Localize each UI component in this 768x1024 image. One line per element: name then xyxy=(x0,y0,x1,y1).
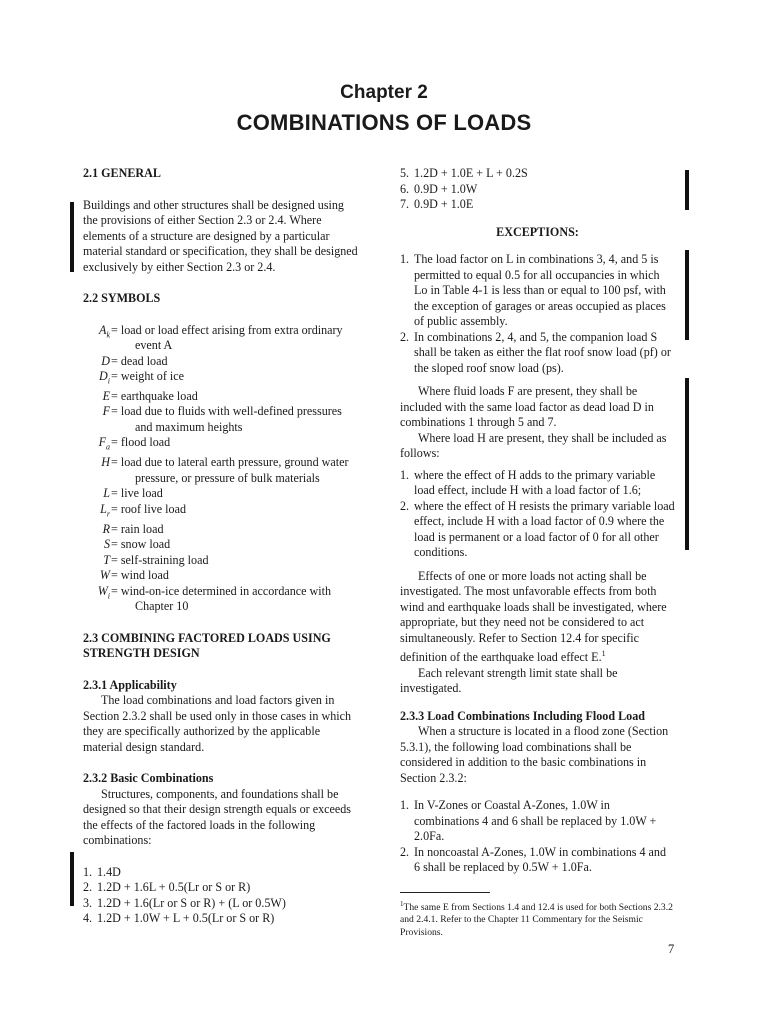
exception-item xyxy=(400,330,675,377)
symbol-def-cont: event A xyxy=(135,338,173,352)
symbol-def: = load due to fluids with well-defined pressures xyxy=(111,404,342,419)
symbol-def: = roof live load xyxy=(111,501,186,516)
combinations-list xyxy=(83,865,358,927)
symbol-row xyxy=(83,435,358,455)
combination-item xyxy=(83,911,358,927)
combination-text: 1.2D + 1.0W + L + 0.5(Lr or S or R) xyxy=(97,911,275,926)
symbol-row xyxy=(83,553,358,569)
footnote-rule xyxy=(400,892,490,893)
change-bar xyxy=(70,852,74,906)
symbol-row xyxy=(83,354,358,370)
symbol-def: = live load xyxy=(111,486,163,501)
symbol-key: $D_i$ xyxy=(99,369,110,386)
symbol-def: = earthquake load xyxy=(111,388,198,403)
subsection-heading: 2.3.1 Applicability xyxy=(83,677,177,692)
paragraph: Each relevant strength limit state shall be investigated. xyxy=(400,665,618,696)
symbols-list xyxy=(83,323,358,615)
symbol-def: = wind load xyxy=(111,568,169,583)
item-number: 6. xyxy=(400,181,410,196)
symbol-def: = rain load xyxy=(111,521,164,536)
symbol-key: L xyxy=(103,486,110,501)
symbol-row xyxy=(83,568,358,584)
exception-item xyxy=(400,252,675,330)
combination-item xyxy=(83,896,358,912)
item-number: 3. xyxy=(83,895,93,910)
list-item xyxy=(400,798,675,845)
combination-text: 1.2D + 1.6(Lr or S or R) + (L or 0.5W) xyxy=(97,895,286,910)
symbol-def: = flood load xyxy=(111,435,171,450)
symbol-def: = weight of ice xyxy=(111,369,184,383)
change-bar xyxy=(685,250,689,340)
list-text: where the effect of H resists the primary variable load effect, include H with a load factor of 0.9 where the load is permanent or a load factor of 0 for all other conditions. xyxy=(414,498,675,559)
combination-text: 0.9D + 1.0W xyxy=(414,181,478,196)
combination-item xyxy=(400,197,675,213)
symbol-key: $L_r$ xyxy=(100,501,110,519)
footnote-marker: 1 xyxy=(400,899,404,908)
combination-text: 0.9D + 1.0E xyxy=(414,197,474,211)
list-text: where the effect of H adds to the primary variable load effect, include H with a load factor of 1.6; xyxy=(414,467,656,497)
combination-item xyxy=(83,880,358,896)
paragraph: The load combinations and load factors given in Section 2.3.2 shall be used only in those cases in which they are specifically authorized by the applicable material design standard. xyxy=(83,693,352,754)
footnote-ref: 1 xyxy=(601,649,606,658)
paragraph: Where load H are present, they shall be included as follows: xyxy=(400,430,667,460)
item-number: 2. xyxy=(400,844,410,859)
item-number: 2. xyxy=(400,329,410,344)
section-heading: 2.3 COMBINING FACTORED LOADS USING STRENGTH DESIGN xyxy=(83,630,331,661)
section-heading: 2.2 SYMBOLS xyxy=(83,291,161,305)
symbol-row xyxy=(83,369,358,389)
combination-text: 1.4D xyxy=(97,864,121,879)
change-bar xyxy=(70,202,74,272)
item-number: 5. xyxy=(400,166,410,180)
right-column xyxy=(400,166,675,939)
list-item xyxy=(400,845,675,876)
combination-item xyxy=(400,166,675,182)
symbol-row xyxy=(83,486,358,502)
symbol-key: H xyxy=(101,455,110,470)
chapter-label: Chapter 2 xyxy=(340,82,428,103)
subsection-heading: 2.3.2 Basic Combinations xyxy=(83,771,214,786)
symbol-row xyxy=(83,389,358,405)
symbol-def-cont: and maximum heights xyxy=(135,419,243,434)
symbol-def: = dead load xyxy=(111,353,168,368)
list-item xyxy=(400,499,675,561)
combination-item xyxy=(400,182,675,198)
left-column xyxy=(83,166,358,927)
item-number: 1. xyxy=(400,798,410,813)
footnote-text: The same E from Sections 1.4 and 12.4 is used for both Sections 2.3.2 and 2.4.1. Refer to the Chapter 11 Commentary for the Seismic Provisions. xyxy=(400,901,673,938)
h-list xyxy=(400,468,675,561)
paragraph: Where fluid loads F are present, they shall be included with the same load factor as dead load D in combinations 1 through 5 and 7. xyxy=(400,384,654,429)
symbol-key: F xyxy=(102,404,110,419)
effects-text: Effects of one or more loads not acting shall be investigated. The most unfavorable effects from both wind and earthquake loads shall be investigated, where appropriate, but they need not be considered to act simultaneously. Refer to Section 12.4 for specific definition of the earthquake load effect E. xyxy=(400,568,667,665)
item-number: 2. xyxy=(400,498,410,513)
symbol-row xyxy=(83,584,358,615)
chapter-title: COMBINATIONS OF LOADS xyxy=(236,110,532,135)
symbol-def-cont: Chapter 10 xyxy=(135,599,189,614)
symbol-row xyxy=(83,522,358,538)
exceptions-heading: EXCEPTIONS: xyxy=(496,224,579,239)
item-number: 7. xyxy=(400,197,410,211)
symbol-def: = self-straining load xyxy=(111,552,209,567)
section-heading: 2.1 GENERAL xyxy=(83,166,161,180)
list-item xyxy=(400,468,675,499)
item-number: 4. xyxy=(83,911,93,926)
exception-text: In combinations 2, 4, and 5, the companion load S shall be taken as either the flat roof snow load (pf) or the sloped roof snow load (ps). xyxy=(414,329,671,375)
symbol-row xyxy=(83,323,358,354)
item-number: 1. xyxy=(400,467,410,482)
paragraph: When a structure is located in a flood zone (Section 5.3.1), the following load combinations shall be considered in addition to the basic combinations in Section 2.3.2: xyxy=(400,724,669,785)
symbol-key: $W_i$ xyxy=(97,583,110,601)
page-number: 7 xyxy=(668,942,675,956)
exceptions-list xyxy=(400,252,675,376)
symbol-def: = load or load effect arising from extra ordinary xyxy=(111,322,343,337)
subsection-heading: 2.3.3 Load Combinations Including Flood Load xyxy=(400,708,645,723)
paragraph: Buildings and other structures shall be designed using the provisions of either Section 2.3 or 2.4. Where elements of a structure are designed by a particular material standard or specification, they shall be designed exclusively by either Section 2.3 or 2.4. xyxy=(83,197,358,274)
symbol-key: T xyxy=(103,552,110,567)
footnote xyxy=(400,898,675,940)
symbol-row xyxy=(83,502,358,522)
flood-list xyxy=(400,798,675,876)
paragraph xyxy=(400,569,675,666)
symbol-key: E xyxy=(102,388,110,403)
item-number: 2. xyxy=(83,880,93,895)
symbol-key: S xyxy=(103,537,110,552)
combinations-list xyxy=(400,166,675,213)
symbol-key: $A_k$ xyxy=(99,322,110,339)
change-bar xyxy=(685,378,689,550)
symbol-key: $F_a$ xyxy=(98,435,110,452)
combination-text: 1.2D + 1.6L + 0.5(Lr or S or R) xyxy=(97,880,251,895)
list-text: In noncoastal A-Zones, 1.0W in combinations 4 and 6 shall be replaced by 0.5W + 1.0Fa. xyxy=(414,844,667,875)
symbol-row xyxy=(83,404,358,435)
symbol-key: D xyxy=(101,353,110,368)
item-number: 1. xyxy=(400,252,410,266)
item-number: 1. xyxy=(83,864,93,879)
symbol-key: R xyxy=(102,521,110,536)
symbol-def: = wind-on-ice determined in accordance with xyxy=(111,583,332,598)
exception-text: The load factor on L in combinations 3, 4, and 5 is permitted to equal 0.5 for all occupancies in which Lo in Table 4-1 is less than or equal to 100 psf, with the exception of garages or areas occupied as places of public assembly. xyxy=(414,252,666,328)
symbol-def-cont: pressure, or pressure of bulk materials xyxy=(135,470,320,485)
paragraph: Structures, components, and foundations shall be designed so that their design strength equals or exceeds the effects of the factored loads in the following combinations: xyxy=(83,786,352,848)
change-bar xyxy=(685,170,689,210)
combination-item xyxy=(83,865,358,881)
symbol-key: W xyxy=(99,568,110,583)
list-text: In V-Zones or Coastal A-Zones, 1.0W in combinations 4 and 6 shall be replaced by 1.0W + 2.0Fa. xyxy=(414,798,657,844)
symbol-row xyxy=(83,455,358,486)
symbol-def: = load due to lateral earth pressure, ground water xyxy=(111,455,349,470)
combination-text: 1.2D + 1.0E + L + 0.2S xyxy=(414,166,528,180)
symbol-def: = snow load xyxy=(111,537,171,552)
symbol-row xyxy=(83,537,358,553)
